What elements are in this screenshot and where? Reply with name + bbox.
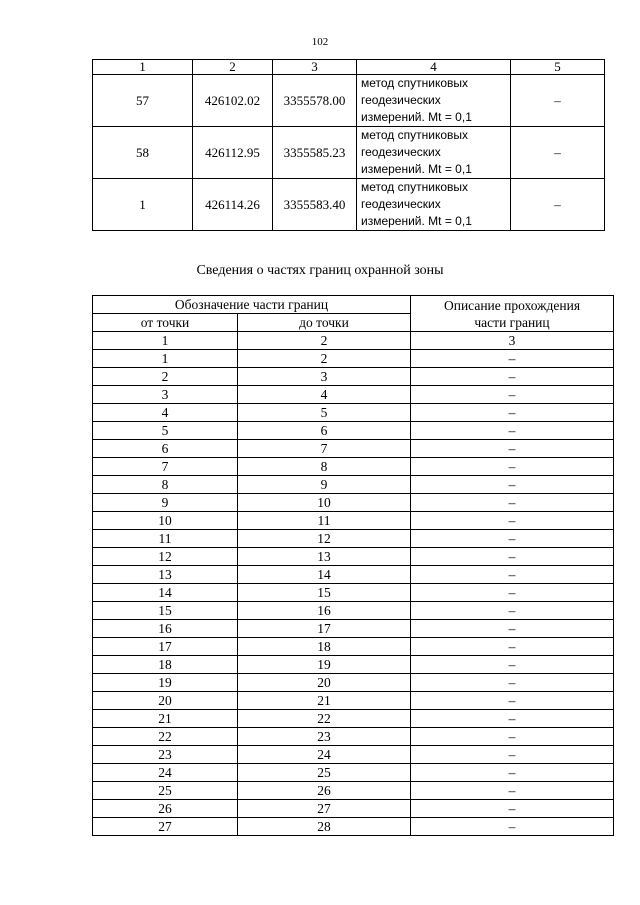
table-row <box>93 440 614 458</box>
table-row <box>93 75 605 127</box>
from-point: 27 <box>93 818 238 836</box>
to-point: 4 <box>238 386 411 404</box>
to-point: 6 <box>238 422 411 440</box>
to-point-header: до точки <box>238 314 411 332</box>
description: – <box>411 476 614 494</box>
description-header-line: Описание прохождения <box>443 297 581 313</box>
table-numbering-row <box>93 332 614 350</box>
table-row <box>93 386 614 404</box>
from-point: 13 <box>93 566 238 584</box>
from-point: 22 <box>93 728 238 746</box>
from-point: 23 <box>93 746 238 764</box>
method-line: метод спутниковых <box>361 128 469 142</box>
description: – <box>411 692 614 710</box>
description-header <box>411 296 614 332</box>
from-point: 3 <box>93 386 238 404</box>
table-row <box>93 368 614 386</box>
column-number: 2 <box>238 332 411 350</box>
to-point: 27 <box>238 800 411 818</box>
section-title: Сведения о частях границ охранной зоны <box>196 263 444 278</box>
from-point: 24 <box>93 764 238 782</box>
from-point: 8 <box>93 476 238 494</box>
column-number: 4 <box>357 60 511 75</box>
table-row <box>93 548 614 566</box>
from-point: 18 <box>93 656 238 674</box>
table-row <box>93 764 614 782</box>
to-point: 28 <box>238 818 411 836</box>
table-row <box>93 728 614 746</box>
table-row <box>93 422 614 440</box>
to-point: 12 <box>238 530 411 548</box>
coord-y: 3355583.40 <box>273 179 357 231</box>
to-point: 25 <box>238 764 411 782</box>
point-number: 1 <box>93 179 193 231</box>
coord-x: 426114.26 <box>193 179 273 231</box>
method-cell <box>357 127 511 179</box>
column-number: 3 <box>273 60 357 75</box>
table-header-row <box>93 60 605 75</box>
to-point: 13 <box>238 548 411 566</box>
to-point: 16 <box>238 602 411 620</box>
description: – <box>411 566 614 584</box>
table-row <box>93 179 605 231</box>
description: – <box>411 800 614 818</box>
method-cell <box>357 179 511 231</box>
table-row <box>93 674 614 692</box>
from-point: 21 <box>93 710 238 728</box>
description: – <box>411 746 614 764</box>
method-line: метод спутниковых <box>361 180 469 194</box>
to-point: 20 <box>238 674 411 692</box>
table-row <box>93 458 614 476</box>
from-point: 1 <box>93 350 238 368</box>
description: – <box>411 422 614 440</box>
to-point: 3 <box>238 368 411 386</box>
from-point: 2 <box>93 368 238 386</box>
to-point: 22 <box>238 710 411 728</box>
table-row <box>93 620 614 638</box>
description: – <box>411 764 614 782</box>
table-row <box>93 746 614 764</box>
note-cell: – <box>511 127 605 179</box>
to-point: 5 <box>238 404 411 422</box>
table-row <box>93 476 614 494</box>
table-row <box>93 692 614 710</box>
method-line: измерений. Mt = 0,1 <box>361 162 472 176</box>
from-point: 12 <box>93 548 238 566</box>
from-point: 26 <box>93 800 238 818</box>
from-point: 5 <box>93 422 238 440</box>
column-number: 1 <box>93 332 238 350</box>
from-point: 14 <box>93 584 238 602</box>
method-line: геодезических <box>361 145 441 159</box>
description: – <box>411 386 614 404</box>
table-row <box>93 800 614 818</box>
to-point: 2 <box>238 350 411 368</box>
table-row <box>93 350 614 368</box>
to-point: 21 <box>238 692 411 710</box>
to-point: 24 <box>238 746 411 764</box>
table-row <box>93 494 614 512</box>
description: – <box>411 782 614 800</box>
description: – <box>411 440 614 458</box>
to-point: 15 <box>238 584 411 602</box>
table-header-row <box>93 296 614 314</box>
description: – <box>411 656 614 674</box>
table-row <box>93 584 614 602</box>
method-cell <box>357 75 511 127</box>
from-point: 4 <box>93 404 238 422</box>
description: – <box>411 512 614 530</box>
description: – <box>411 638 614 656</box>
description: – <box>411 602 614 620</box>
description: – <box>411 674 614 692</box>
table-row <box>93 602 614 620</box>
from-point-header: от точки <box>93 314 238 332</box>
column-number: 3 <box>411 332 614 350</box>
to-point: 19 <box>238 656 411 674</box>
description-header-line: части границ <box>474 314 550 330</box>
from-point: 16 <box>93 620 238 638</box>
coord-x: 426112.95 <box>193 127 273 179</box>
from-point: 10 <box>93 512 238 530</box>
description: – <box>411 710 614 728</box>
column-number: 5 <box>511 60 605 75</box>
to-point: 8 <box>238 458 411 476</box>
point-number: 58 <box>93 127 193 179</box>
method-line: измерений. Mt = 0,1 <box>361 110 472 124</box>
method-line: геодезических <box>361 93 441 107</box>
description: – <box>411 458 614 476</box>
from-point: 11 <box>93 530 238 548</box>
from-point: 6 <box>93 440 238 458</box>
description: – <box>411 620 614 638</box>
coord-x: 426102.02 <box>193 75 273 127</box>
from-point: 7 <box>93 458 238 476</box>
table-row <box>93 638 614 656</box>
description: – <box>411 548 614 566</box>
method-line: метод спутниковых <box>361 76 469 90</box>
coord-y: 3355585.23 <box>273 127 357 179</box>
note-cell: – <box>511 75 605 127</box>
coord-y: 3355578.00 <box>273 75 357 127</box>
description: – <box>411 404 614 422</box>
table-row <box>93 404 614 422</box>
method-line: геодезических <box>361 197 441 211</box>
from-point: 17 <box>93 638 238 656</box>
point-number: 57 <box>93 75 193 127</box>
to-point: 26 <box>238 782 411 800</box>
from-point: 9 <box>93 494 238 512</box>
to-point: 17 <box>238 620 411 638</box>
description: – <box>411 584 614 602</box>
to-point: 23 <box>238 728 411 746</box>
table-row <box>93 782 614 800</box>
table-row <box>93 656 614 674</box>
boundary-parts-table <box>92 295 614 836</box>
column-number: 1 <box>93 60 193 75</box>
method-line: измерений. Mt = 0,1 <box>361 214 472 228</box>
to-point: 7 <box>238 440 411 458</box>
to-point: 9 <box>238 476 411 494</box>
table-row <box>93 566 614 584</box>
from-point: 20 <box>93 692 238 710</box>
note-cell: – <box>511 179 605 231</box>
group-header: Обозначение части границ <box>93 296 411 314</box>
table-row <box>93 818 614 836</box>
page-number: 102 <box>311 36 329 48</box>
table-row <box>93 710 614 728</box>
table-row <box>93 127 605 179</box>
description: – <box>411 368 614 386</box>
table-row <box>93 530 614 548</box>
description: – <box>411 728 614 746</box>
table-row <box>93 512 614 530</box>
description: – <box>411 818 614 836</box>
to-point: 18 <box>238 638 411 656</box>
from-point: 25 <box>93 782 238 800</box>
to-point: 11 <box>238 512 411 530</box>
description: – <box>411 530 614 548</box>
description: – <box>411 494 614 512</box>
to-point: 14 <box>238 566 411 584</box>
from-point: 19 <box>93 674 238 692</box>
coordinates-table <box>92 59 605 231</box>
from-point: 15 <box>93 602 238 620</box>
column-number: 2 <box>193 60 273 75</box>
description: – <box>411 350 614 368</box>
to-point: 10 <box>238 494 411 512</box>
